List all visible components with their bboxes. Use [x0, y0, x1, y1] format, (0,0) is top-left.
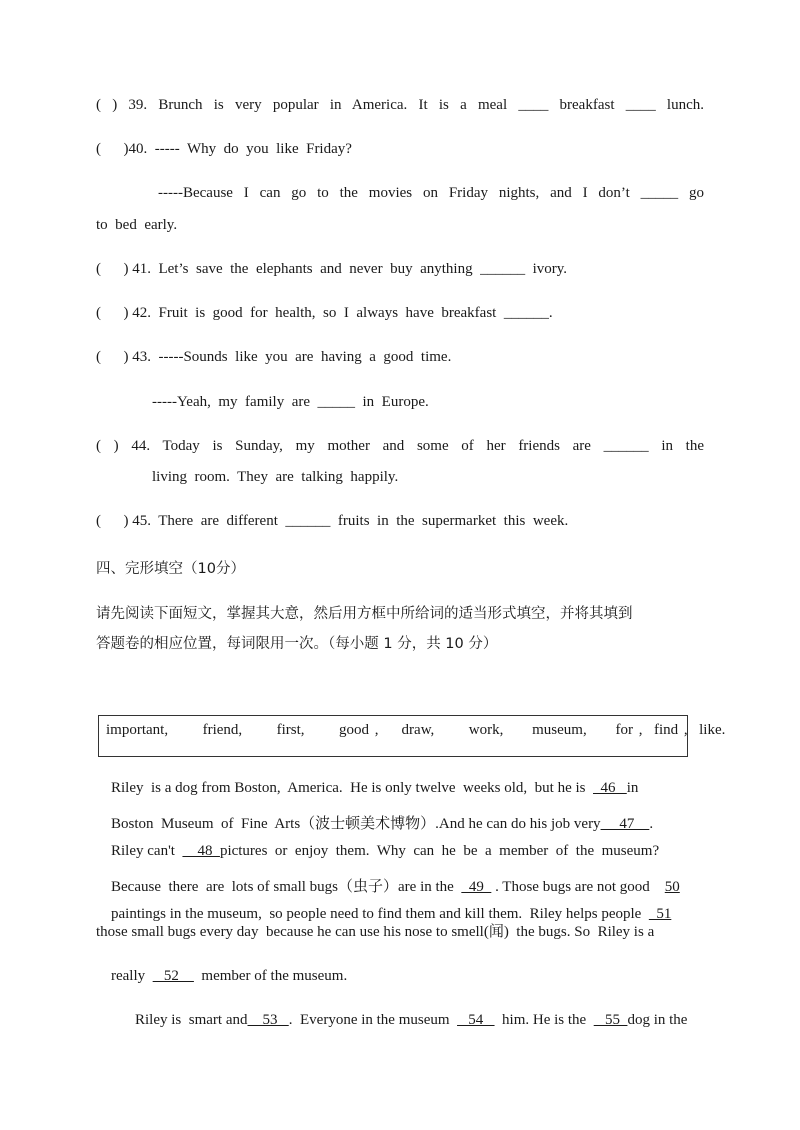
passage-text: Riley can't — [111, 843, 183, 859]
passage-line-8 — [120, 995, 704, 1046]
passage-text: . Those bugs are not good — [491, 879, 665, 895]
passage-text: Because there are lots of small bugs（虫子）are in the — [111, 879, 462, 895]
passage-text: Riley is smart and — [135, 1012, 248, 1028]
passage-text: Riley is a dog from Boston, America. He is only twelve weeks old, but he is — [111, 780, 594, 796]
blank-51: 51 — [648, 906, 672, 922]
question-45: ( ) 45. There are different ______ fruits in the supermarket this week. — [96, 513, 569, 529]
question-43-answer: -----Yeah, my family are _____ in Europe. — [152, 394, 429, 410]
blank-46: 46 — [593, 780, 627, 796]
blank-48: 48 — [182, 843, 220, 859]
word-bank-box — [98, 715, 726, 757]
passage-text: in — [626, 780, 639, 796]
question-43: ( ) 43. -----Sounds like you are having a good time. — [96, 349, 452, 365]
section-instruction-line-1: 请先阅读下面短文，掌握其大意，然后用方框中所给词的适当形式填空，并将其填到 — [96, 606, 633, 622]
blank-50: 50 — [664, 879, 680, 895]
passage-text: . Everyone in the museum — [288, 1012, 458, 1028]
question-41: ( ) 41. Let’s save the elephants and never buy anything ______ ivory. — [96, 261, 568, 277]
question-39: ( ) 39. Brunch is very popular in America. It is a meal ____ breakfast ____ lunch. — [96, 97, 704, 113]
passage-line-6: those small bugs every day because he can use his nose to smell(闻) the bugs. So Riley is a — [96, 924, 655, 940]
blank-49: 49 — [461, 879, 492, 895]
question-40-answer-line-1: -----Because I can go to the movies on Friday nights, and I don’t _____ go — [158, 185, 704, 201]
passage-text: . — [649, 816, 654, 832]
section-heading: 四、完形填空（10分） — [96, 561, 245, 577]
blank-52: 52 — [152, 968, 194, 984]
section-instruction-line-2: 答题卷的相应位置，每词限用一次。（每小题 1 分，共 10 分） — [96, 636, 498, 652]
blank-54: 54 — [457, 1012, 495, 1028]
blank-55: 55 — [593, 1012, 628, 1028]
passage-text: dog in the — [627, 1012, 688, 1028]
question-40-answer-line-2: to bed early. — [96, 217, 178, 233]
blank-53: 53 — [247, 1012, 289, 1028]
question-42: ( ) 42. Fruit is good for health, so I always have breakfast ______. — [96, 305, 553, 321]
word-bank-words: important, friend, first, good , draw, work, museum, for , find , like. — [106, 722, 726, 738]
passage-text: member of the museum. — [193, 968, 348, 984]
blank-47: 47 — [600, 816, 650, 832]
question-44-line-2: living room. They are talking happily. — [152, 469, 399, 485]
passage-text: paintings in the museum, so people need to find them and kill them. Riley helps people — [111, 906, 649, 922]
question-44-line-1: ( ) 44. Today is Sunday, my mother and some of her friends are ______ in the — [96, 438, 704, 454]
passage-text: him. He is the — [494, 1012, 594, 1028]
passage-text: pictures or enjoy them. Why can he be a member of the museum? — [219, 843, 660, 859]
question-40: ( )40. ----- Why do you like Friday? — [96, 141, 352, 157]
passage-text: really — [111, 968, 153, 984]
passage-text: Boston Museum of Fine Arts（波士顿美术博物）.And he can do his job very — [111, 816, 601, 832]
